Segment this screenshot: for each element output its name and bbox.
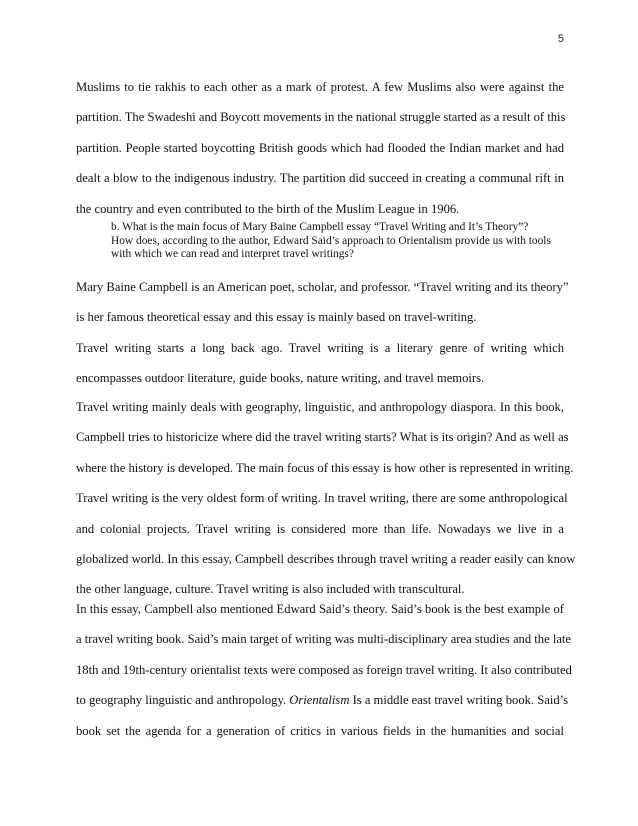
paragraph-campbell-intro [76, 272, 569, 332]
text-fragment: to geography linguistic and anthropology. [76, 693, 290, 708]
text-fragment: Is a middle east travel writing book. Said’s [349, 693, 569, 708]
text-line: Travel writing is the very oldest form of writing. In travel writing, there are some anthropological [76, 491, 568, 506]
text-line: the other language, culture. Travel writing is also included with transcultural. [76, 582, 465, 597]
text-line: partition. The Swadeshi and Boycott movements in the national struggle started as a result of this [76, 110, 566, 125]
text-line: Muslims to tie rakhis to each other as a mark of protest. A few Muslims also were against the [76, 80, 564, 94]
text-line: is her famous theoretical essay and this essay is mainly based on travel-writing. [76, 310, 477, 325]
question-b [111, 221, 563, 262]
text-line: In this essay, Campbell also mentioned Edward Said’s theory. Said’s book is the best example of [76, 602, 564, 616]
question-line: with which we can read and interpret travel writings? [111, 248, 354, 261]
question-line: b. What is the main focus of Mary Baine Campbell essay “Travel Writing and It’s Theory”? [111, 221, 529, 233]
book-title-orientalism: Orientalism [289, 693, 350, 708]
paragraph-partition [76, 72, 564, 224]
text-line: 18th and 19th-century orientalist texts were composed as foreign travel writing. It also contributed [76, 662, 572, 677]
page-number: 5 [557, 33, 564, 45]
text-line: globalized world. In this essay, Campbell describes through travel writing a reader easily can know [76, 552, 576, 567]
text-line: Mary Baine Campbell is an American poet, scholar, and professor. “Travel writing and its theory” [76, 280, 569, 294]
text-line: dealt a blow to the indigenous industry. The partition did succeed in creating a communal rift in [76, 171, 564, 186]
text-line: the country and even contributed to the birth of the Muslim League in 1906. [76, 201, 460, 216]
text-line: Travel writing mainly deals with geography, linguistic, and anthropology diaspora. In this book, [76, 400, 564, 414]
paragraph-travel-writing-genre [76, 333, 564, 393]
text-line: where the history is developed. The main focus of this essay is how other is represented in writing. [76, 460, 574, 475]
text-line: partition. People started boycotting British goods which had flooded the Indian market and had [76, 140, 564, 155]
text-line: Travel writing starts a long back ago. Travel writing is a literary genre of writing which [76, 341, 564, 355]
text-line: Campbell tries to historicize where did the travel writing starts? What is its origin? And as well as [76, 430, 569, 445]
paragraph-said-theory [76, 594, 572, 746]
question-line: How does, according to the author, Edward Said’s approach to Orientalism provide us with tools [111, 234, 551, 247]
text-line: book set the agenda for a generation of critics in various fields in the humanities and social [76, 723, 564, 738]
text-line: and colonial projects. Travel writing is considered more than life. Nowadays we live in a [76, 521, 564, 536]
text-line: encompasses outdoor literature, guide books, nature writing, and travel memoirs. [76, 371, 485, 386]
paragraph-travel-writing-themes [76, 392, 576, 605]
text-line: a travel writing book. Said’s main target of writing was multi-disciplinary area studies and the late [76, 632, 571, 647]
text-line [76, 685, 569, 715]
